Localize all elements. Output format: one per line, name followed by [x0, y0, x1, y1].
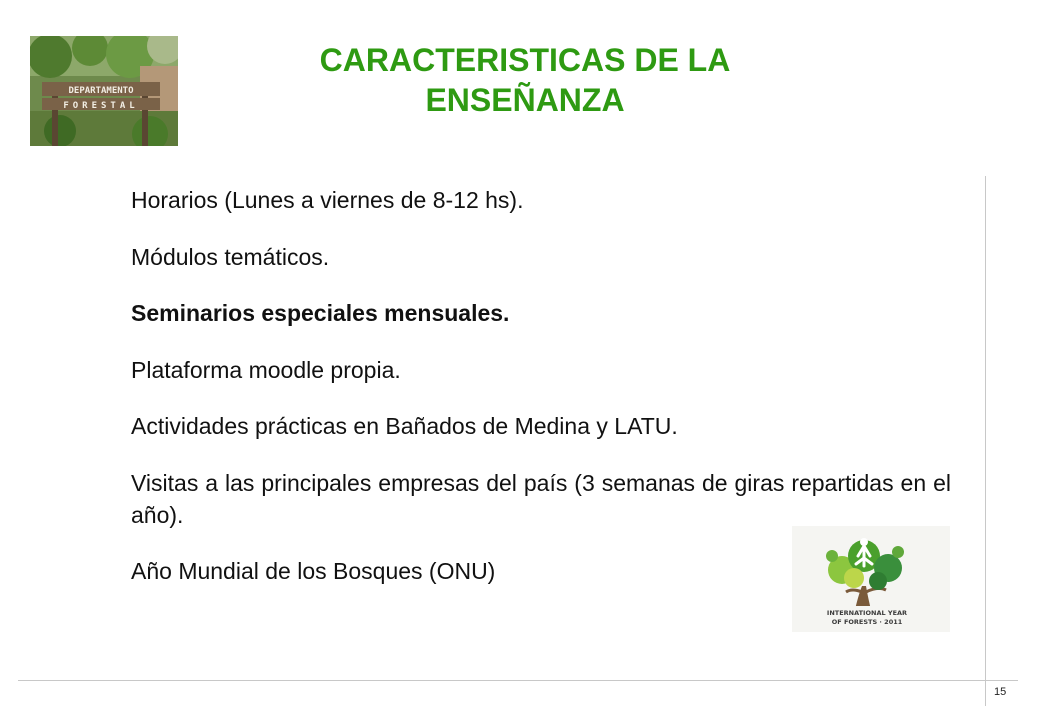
forest-logo-line-1: INTERNATIONAL YEAR	[826, 609, 908, 617]
title-line-1: CARACTERISTICAS DE LA	[319, 42, 731, 78]
bullet-item: Actividades prácticas en Bañados de Medina y LATU.	[131, 413, 678, 439]
page-number: 15	[994, 686, 1007, 698]
horizontal-divider	[18, 680, 1018, 681]
slide-title	[260, 40, 790, 120]
bullet-item: Visitas a las principales empresas del país (3 semanas de giras repartidas en el año).	[131, 469, 951, 528]
bullet-item: Horarios (Lunes a viernes de 8-12 hs).	[131, 187, 524, 213]
vertical-divider	[985, 176, 986, 706]
sign-line-1: DEPARTAMENTO	[68, 86, 134, 96]
sign-line-2: FORESTAL	[63, 101, 139, 111]
international-year-of-forests-logo	[792, 526, 950, 632]
forest-logo-line-2: OF FORESTS · 2011	[831, 618, 903, 626]
bullet-item: Plataforma moodle propia.	[131, 356, 401, 383]
title-line-2: ENSEÑANZA	[425, 82, 625, 118]
bullet-item: Año Mundial de los Bosques (ONU)	[131, 558, 496, 584]
department-sign-photo	[30, 36, 178, 146]
bullet-item: Seminarios especiales mensuales.	[131, 300, 510, 326]
bullet-item: Módulos temáticos.	[131, 243, 330, 270]
